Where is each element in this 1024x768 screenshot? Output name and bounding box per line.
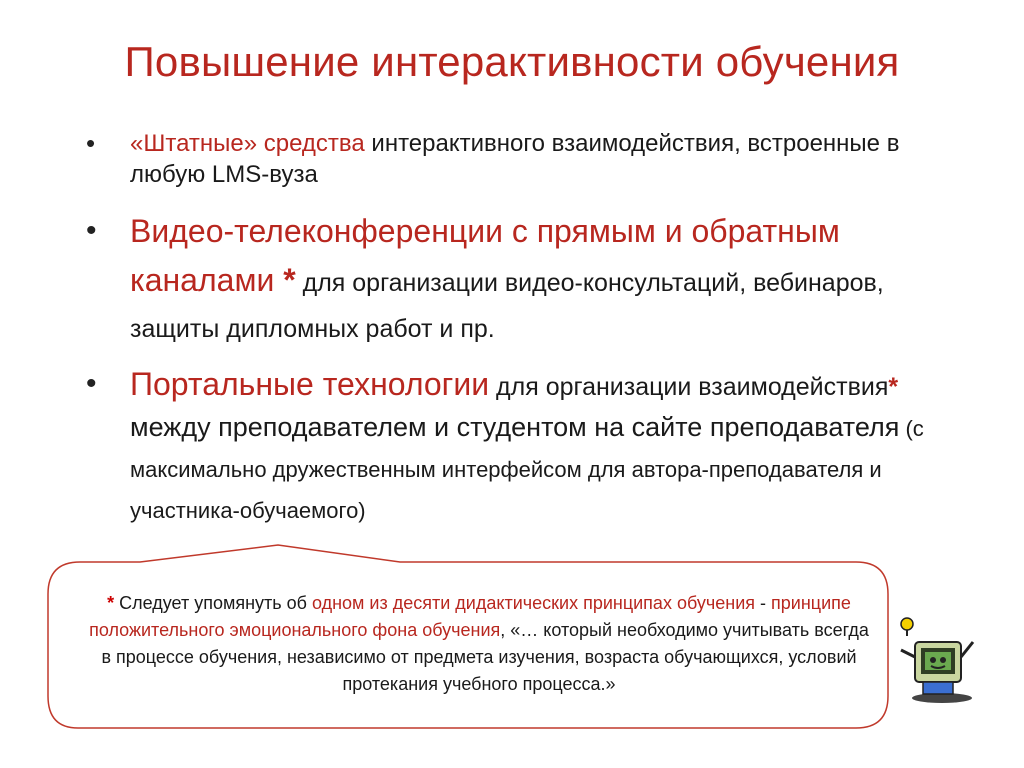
footnote-dash: - — [755, 593, 771, 613]
slide-title: Повышение интерактивности обучения — [124, 38, 900, 85]
footnote-text — [84, 590, 874, 698]
bullet-2-highlight: Видео-телеконференции с прямым и обратным каналами — [130, 213, 840, 298]
bullet-3-text-a: для организации взаимодействия — [489, 373, 889, 401]
bullet-dot-icon: • — [86, 367, 97, 400]
bullet-3-highlight: Портальные технологии — [130, 366, 490, 402]
footnote-quote: , «… который необходимо учитывать всегда в процессе обучения, независимо от предмета изучения, возраста обучающихся, условий протекания учебного процесса.» — [101, 620, 869, 694]
bullet-1-highlight: «Штатные» средства — [130, 130, 365, 157]
bullet-2-star: * — [274, 262, 296, 298]
bullet-3-parenthetical: (с максимально дружественным интерфейсом для автора-преподавателя и участника-обучаемого) — [130, 416, 924, 523]
footnote-lead: Следует упомянуть об — [114, 593, 312, 613]
bullet-dot-icon: • — [86, 128, 96, 158]
footnote-star: * — [107, 593, 115, 613]
bullet-1-text: интерактивного взаимодействия, встроенные в любую LMS-вуза — [130, 130, 900, 188]
computer-mascot-icon — [895, 612, 990, 707]
bullet-3-star: * — [888, 373, 899, 401]
footnote-highlight-2: принципе положительного эмоционального фона обучения — [89, 593, 851, 640]
bullet-dot-icon: • — [86, 214, 97, 247]
footnote-highlight-1: одном из десяти дидактических принципах обучения — [311, 593, 755, 613]
bullet-3-text-b: между преподавателем и студентом на сайте преподавателя — [130, 412, 900, 442]
bullet-2-text: для организации видео-консультаций, вебинаров, защиты дипломных работ и пр. — [130, 269, 884, 343]
